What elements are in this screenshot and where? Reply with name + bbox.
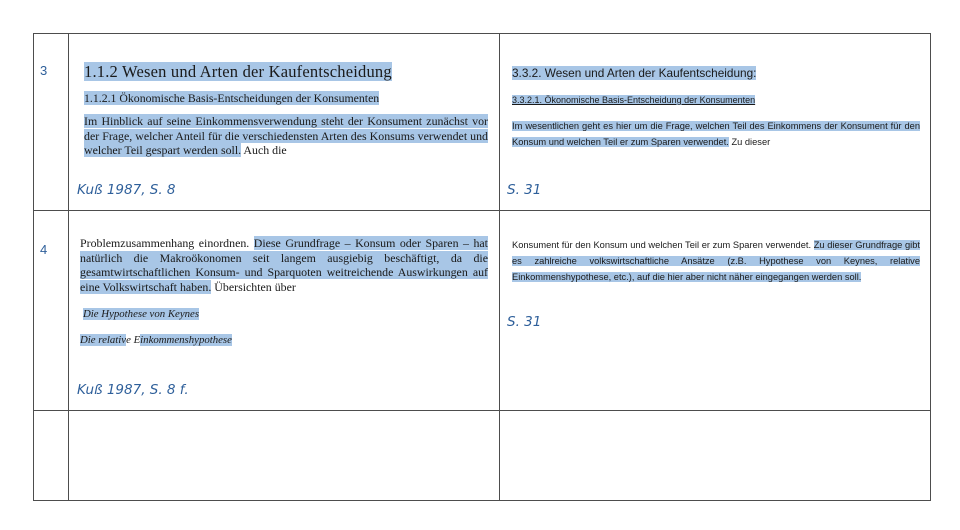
highlighted-passage: Im wesentlichen geht es hier um die Frage, welchen Teil des Einkommens der Konsument für den Konsum und welchen Teil er zum Sparen verwendet. [512,121,920,147]
table-border-right [930,33,931,501]
highlighted-heading: 3.3.2. Wesen und Arten der Kaufentscheidung: [512,66,757,80]
target-heading [512,66,920,80]
original-paragraph [80,236,488,294]
original-heading [84,62,488,82]
target-paragraph [512,119,920,150]
plain-passage: Auch die [241,143,287,158]
highlighted-heading: 1.1.2 Wesen und Arten der Kaufentscheidung [84,62,392,81]
row-divider [33,210,930,211]
source-reference: S. 31 [507,314,542,330]
column-divider [499,33,500,501]
highlighted-fragment: inkommenshypothese [140,334,232,347]
table-border-bottom [33,500,930,501]
highlighted-subheading: 3.3.2.1. Ökonomische Basis-Entscheidung der Konsumenten [512,95,756,105]
source-reference: S. 31 [507,182,542,198]
row-number: 4 [40,242,48,257]
highlighted-fragment: Die relativ [80,334,127,347]
highlighted-passage: Zu dieser Grundfrage gibt es zahlreiche volkswirtschaftliche Ansätze (z.B. Hypothese von Keynes, relative Einkommenshypothese, etc.), auf die hier aber nicht näher eingegangen werden soll. [512,240,920,282]
row-number: 3 [40,63,48,78]
plain-passage: Konsument für den Konsum und welchen Teil er zum Sparen verwendet. [512,240,814,250]
plain-passage: Zu dieser [728,136,771,147]
original-list-item-relative [80,334,488,346]
original-list-item-keynes [83,308,488,320]
original-text-cell [80,236,488,376]
target-text-cell [512,66,920,186]
source-reference: Kuß 1987, S. 8 [77,182,176,198]
plain-fragment: e E [126,334,141,347]
target-text-cell [512,237,920,307]
source-reference: Kuß 1987, S. 8 f. [77,382,189,398]
table-border-top [33,33,930,34]
table-border-left [33,33,34,501]
highlighted-passage: Diese Grundfrage – Konsum oder Sparen – hat natürlich die Makroökonomen seit langem ausgiebig beschäftigt, da die gesamtwirtschaftlichen Konsum- und Sparquoten weitreichende Auswirkungen auf eine Volkswirtschaft haben. [80,236,488,294]
plain-passage: Problemzusammenhang einordnen. [80,236,254,250]
plain-passage: Übersichten über [211,279,296,294]
highlighted-subheading: 1.1.2.1 Ökonomische Basis-Entscheidungen der Konsumenten [84,91,380,105]
target-subheading [512,95,920,105]
original-paragraph [84,114,488,158]
column-divider [68,33,69,501]
target-paragraph [512,237,920,285]
highlighted-passage: Im Hinblick auf seine Einkommensverwendung steht der Konsument zunächst vor der Frage, welcher Anteil für die verschiedensten Arten des Konsums verwendet und welcher Teil gespart werden soll. [84,114,488,158]
row-divider [33,410,930,411]
original-subheading [84,91,488,106]
highlighted-list-item: Die Hypothese von Keynes [83,308,200,321]
